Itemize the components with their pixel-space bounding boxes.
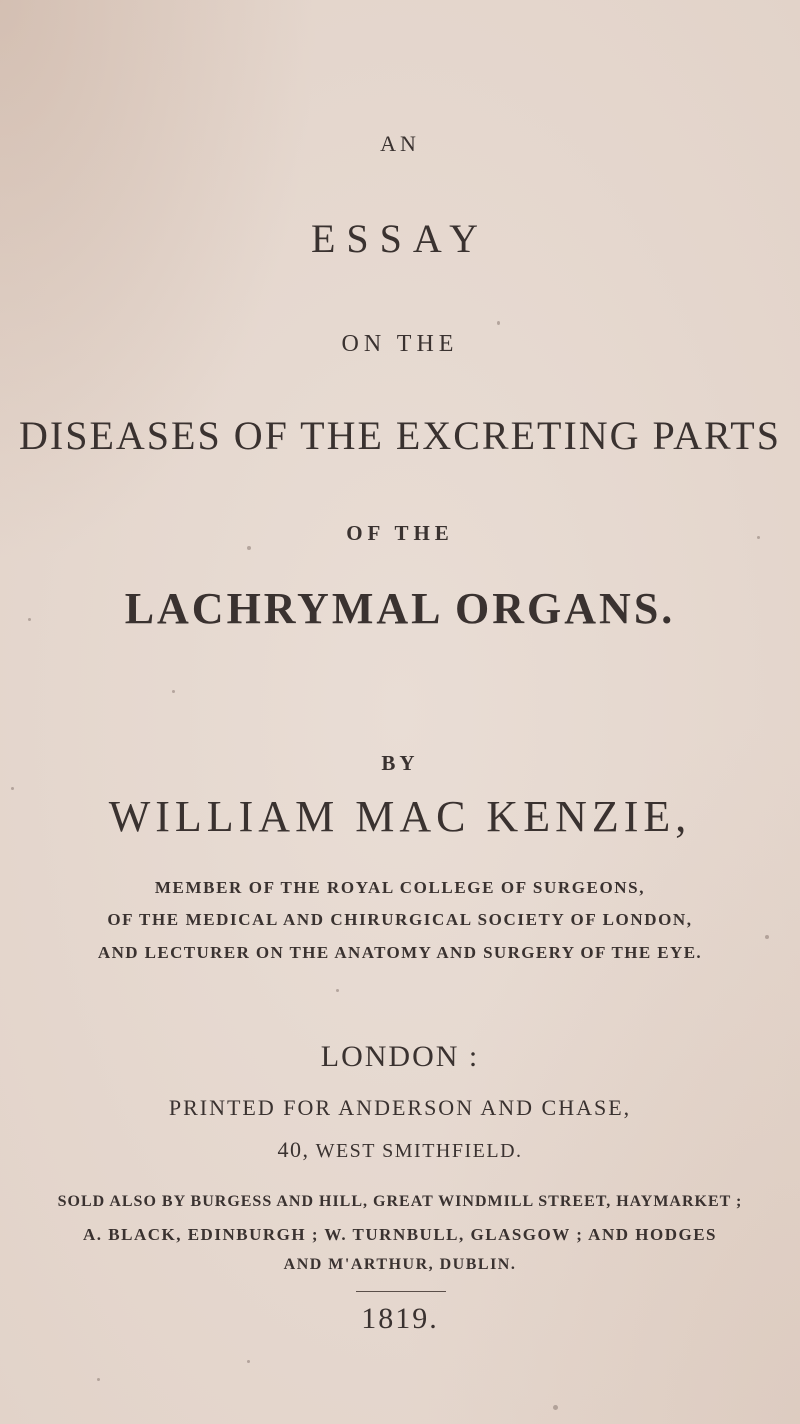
paper-speck	[757, 536, 760, 539]
imprint-address-street: WEST SMITHFIELD.	[315, 1140, 523, 1162]
author-credential-2: OF THE MEDICAL AND CHIRURGICAL SOCIETY OF LONDON,	[107, 910, 693, 929]
title-lachrymal-organs: LACHRYMAL ORGANS.	[124, 584, 676, 633]
imprint-printer: PRINTED FOR ANDERSON AND CHASE,	[168, 1095, 632, 1120]
author-credential-1: MEMBER OF THE ROYAL COLLEGE OF SURGEONS,	[154, 878, 646, 897]
title-diseases: DISEASES OF THE EXCRETING PARTS	[19, 413, 781, 458]
paper-speck	[497, 321, 500, 325]
imprint-address-number: 40,	[277, 1137, 310, 1162]
imprint-sold-also-2: A. BLACK, EDINBURGH ; W. TURNBULL, GLASGOW ; AND HODGES	[82, 1225, 717, 1244]
imprint-address	[0, 1137, 800, 1163]
imprint-sold-also-3: AND M'ARTHUR, DUBLIN.	[283, 1256, 517, 1273]
imprint-sold-also-1: SOLD ALSO BY BURGESS AND HILL, GREAT WINDMILL STREET, HAYMARKET ;	[57, 1193, 743, 1210]
title-of-the: OF THE	[346, 521, 454, 545]
paper-speck	[172, 690, 175, 693]
paper-speck	[336, 989, 339, 992]
paper-speck	[247, 546, 251, 550]
imprint-year: 1819.	[361, 1302, 439, 1335]
paper-speck	[28, 618, 31, 621]
title-essay: ESSAY	[310, 216, 490, 261]
author-credential-3: AND LECTURER ON THE ANATOMY AND SURGERY OF THE EYE.	[97, 943, 703, 962]
title-on-the: ON THE	[341, 331, 459, 357]
author-name: WILLIAM MAC KENZIE,	[108, 792, 692, 841]
title-article: AN	[380, 131, 420, 156]
imprint-divider	[356, 1291, 446, 1292]
paper-speck	[553, 1405, 558, 1410]
imprint-place: LONDON :	[320, 1040, 480, 1073]
paper-speck	[11, 787, 14, 790]
byline-by: BY	[381, 751, 419, 775]
paper-speck	[247, 1360, 250, 1363]
paper-speck	[97, 1378, 100, 1381]
paper-speck	[765, 935, 769, 939]
